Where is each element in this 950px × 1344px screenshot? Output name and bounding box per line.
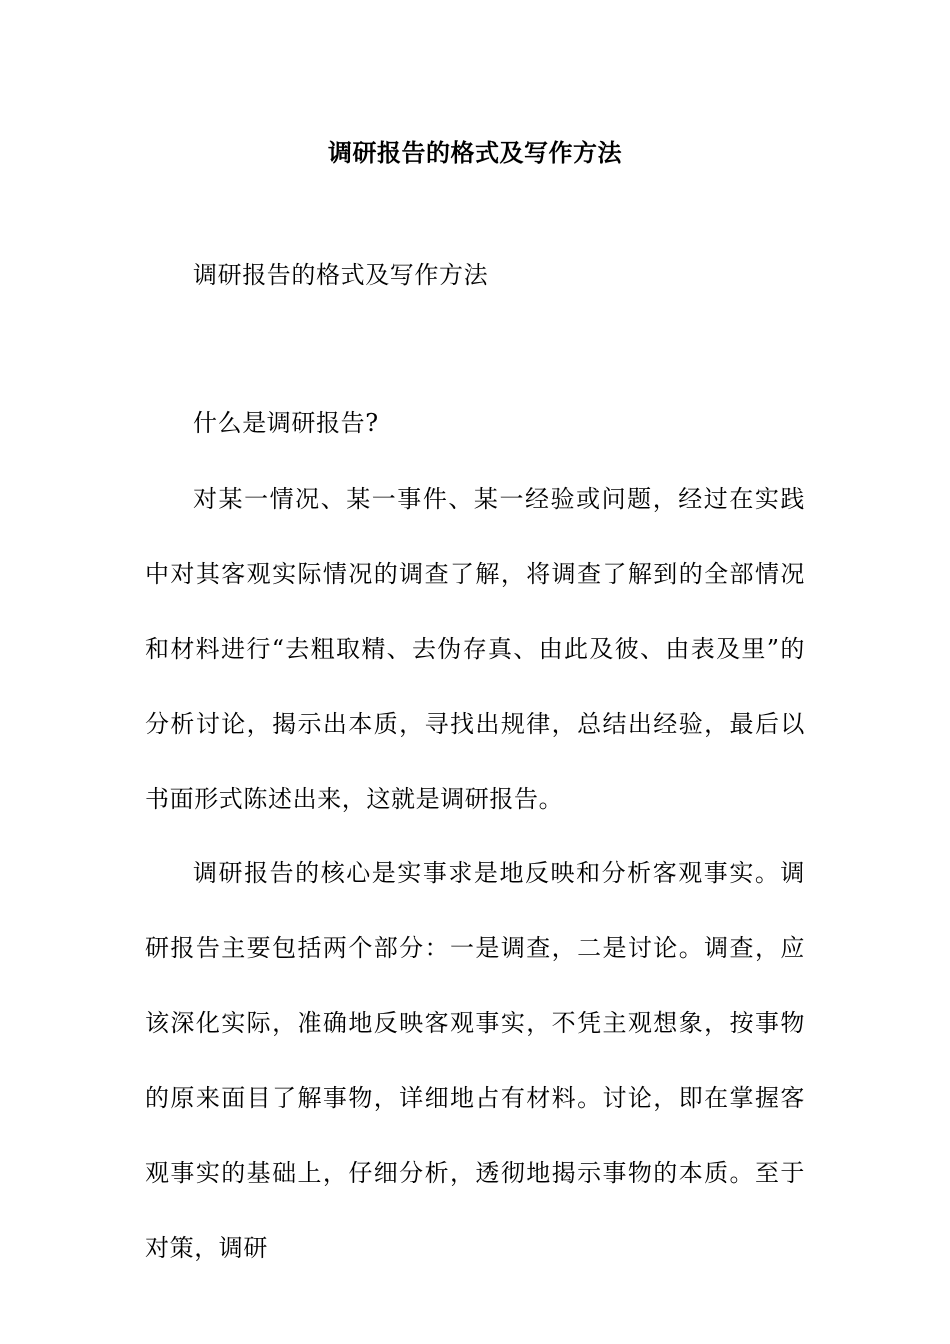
document-title: 调研报告的格式及写作方法 bbox=[328, 138, 622, 167]
paragraph-core: 调研报告的核心是实事求是地反映和分析客观事实。调研报告主要包括两个部分：一是调查，二是讨论。调查，应该深化实际，准确地反映客观事实，不凭主观想象，按事物的原来面目了解事物，详细地占有材料。讨论，即在掌握客观事实的基础上，仔细分析，透彻地揭示事物的本质。至于对策，调研 bbox=[145, 859, 805, 1262]
paragraph-definition: 对某一情况、某一事件、某一经验或问题，经过在实践中对其客观实际情况的调查了解，将调查了解到的全部情况和材料进行“去粗取精、去伪存真、由此及彼、由表及里”的分析讨论，揭示出本质，寻找出规律，总结出经验，最后以书面形式陈述出来，这就是调研报告。 bbox=[145, 485, 805, 813]
section-question: 什么是调研报告? bbox=[193, 409, 379, 437]
document-subtitle: 调研报告的格式及写作方法 bbox=[193, 261, 489, 289]
